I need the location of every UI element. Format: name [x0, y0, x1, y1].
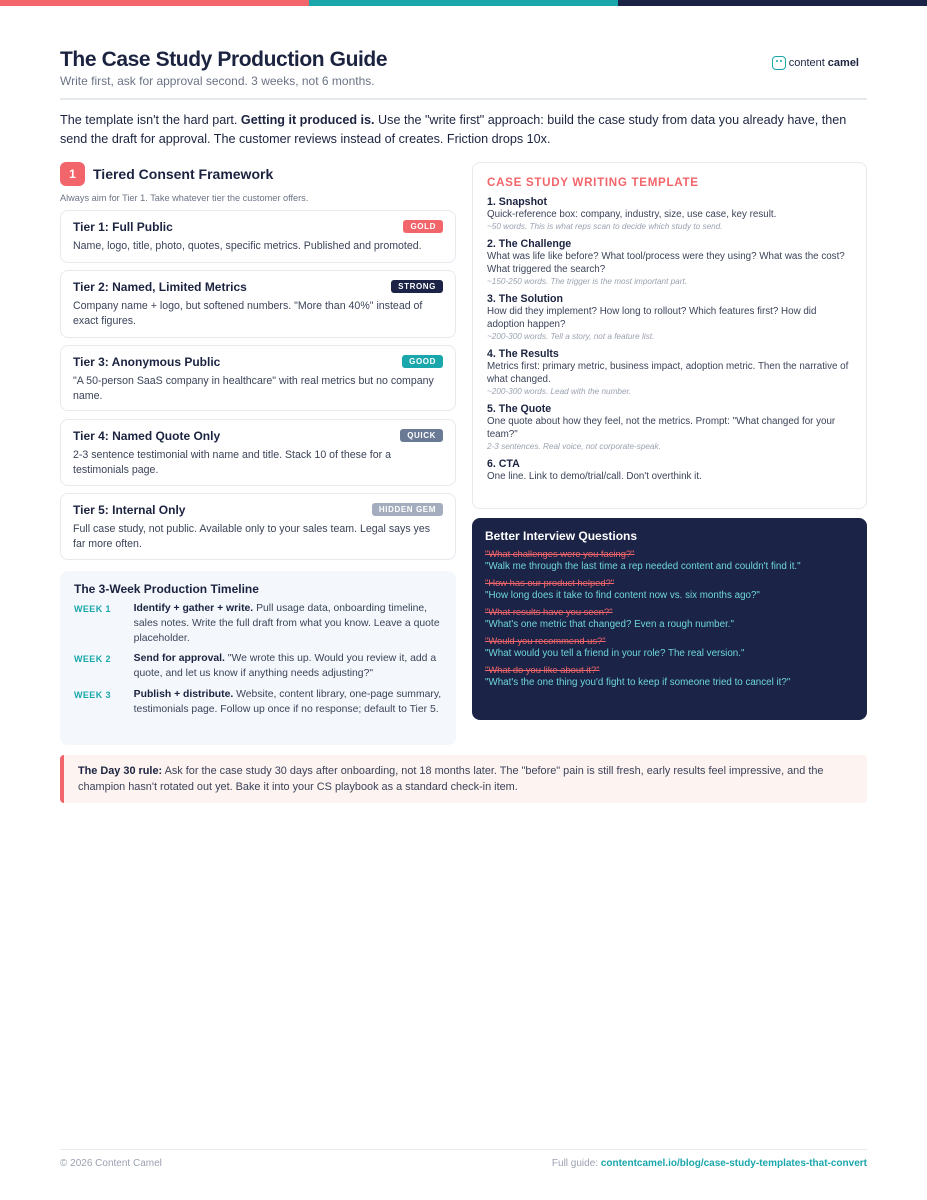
weak-question: "How has our product helped?" [485, 577, 615, 588]
tier-badge: HIDDEN GEM [372, 503, 443, 516]
template-item [487, 196, 852, 231]
callout-label: The Day 30 rule: [78, 765, 163, 777]
interview-questions-card [472, 518, 867, 720]
tier-card-5 [60, 493, 456, 560]
template-item-title: 6. CTA [487, 458, 520, 470]
guide-link[interactable]: contentcamel.io/blog/case-study-templates-that-convert [600, 1158, 867, 1169]
tier-description: Company name + logo, but softened numbers. "More than 40%" instead of exact figures. [73, 300, 423, 327]
question-pair [485, 548, 854, 572]
writing-template-card [472, 162, 867, 509]
tier-description: 2-3 sentence testimonial with name and title. Stack 10 of these for a testimonials page. [73, 449, 391, 476]
week-label: WEEK 1 [74, 604, 111, 614]
tier-card-3 [60, 345, 456, 411]
template-item-desc: What was life like before? What tool/process were they using? What was the cost? What triggered the search? [487, 251, 845, 275]
tier-name: Tier 1: Full Public [73, 220, 173, 234]
weak-question: "What results have you seen?" [485, 606, 613, 617]
template-item-desc: Metrics first: primary metric, business impact, adoption metric. Then the narrative of what changed. [487, 361, 849, 385]
week-step: Publish + distribute. [133, 688, 234, 700]
intro-lead: The template isn't the hard part. [60, 113, 241, 127]
tier-badge: GOOD [402, 355, 443, 368]
question-pair [485, 606, 854, 630]
consent-section-heading [60, 162, 273, 186]
tier-badge: STRONG [391, 280, 443, 293]
template-item-desc: One quote about how they feel, not the metrics. Prompt: "What changed for your team?" [487, 416, 836, 440]
copyright: © 2026 Content Camel [60, 1158, 162, 1169]
brand-logo [772, 56, 859, 70]
weak-question: "What challenges were you facing?" [485, 548, 635, 559]
tier-description: Full case study, not public. Available only to your sales team. Legal says yes far more often. [73, 523, 431, 550]
tier-description: "A 50-person SaaS company in healthcare" with real metrics but no company name. [73, 375, 434, 402]
question-pair [485, 577, 854, 601]
intro-rest: Use the "write first" approach: build the case study from data you already have, then send the draft for approval. The customer reviews instead of creates. Friction drops 10x. [60, 113, 847, 146]
better-question: "How long does it take to find content now vs. six months ago?" [485, 590, 760, 601]
template-item-note: ~150-250 words. The trigger is the most important part. [487, 277, 688, 286]
timeline-row [74, 652, 442, 682]
template-item-note: 2-3 sentences. Real voice, not corporate-speak. [487, 442, 661, 451]
page-subtitle: Write first, ask for approval second. 3 weeks, not 6 months. [60, 74, 375, 88]
week-detail: "We wrote this up. Would you review it, add a quote, and let us know if anything needs adjusting?" [133, 653, 437, 680]
tier-name: Tier 3: Anonymous Public [73, 355, 221, 369]
week-detail: Website, content library, one-page summary, testimonials page. Follow up once if no response; default to Tier 5. [133, 688, 442, 715]
section-number-badge: 1 [60, 162, 85, 186]
week-step: Identify + gather + write. [133, 603, 254, 614]
template-item [487, 293, 852, 341]
day-30-rule-callout [60, 755, 867, 803]
week-label: WEEK 3 [74, 689, 111, 700]
template-item-note: ~50 words. This is what reps scan to decide which study to send. [487, 222, 723, 231]
callout-text: Ask for the case study 30 days after onboarding, not 18 months later. The "before" pain is still fresh, early results feel impressive, and the champion hasn't rotated out yet. Bake it into your CS playbook as a standard check-in item. [78, 765, 824, 793]
weak-question: "What do you like about it?" [485, 664, 600, 675]
tier-badge: QUICK [400, 429, 443, 442]
logo-word-content: content [788, 57, 825, 69]
tier-card-1 [60, 210, 456, 263]
template-item [487, 458, 852, 483]
accent-navy [618, 0, 927, 6]
tier-card-4 [60, 419, 456, 486]
week-text [134, 602, 442, 646]
week-step: Send for approval. [133, 653, 225, 665]
production-timeline [60, 571, 456, 745]
page-header [60, 48, 867, 100]
guide-label: Full guide: [551, 1158, 601, 1169]
intro-paragraph [60, 111, 860, 149]
template-item [487, 348, 852, 396]
page-title: The Case Study Production Guide [60, 48, 388, 71]
timeline-row [74, 688, 442, 718]
section-title: Tiered Consent Framework [93, 166, 274, 182]
timeline-row [74, 602, 442, 646]
week-label: WEEK 2 [74, 654, 111, 665]
full-guide [552, 1158, 867, 1169]
better-question: "Walk me through the last time a rep needed content and couldn't find it." [485, 561, 801, 572]
logo-word-camel: camel [827, 57, 859, 69]
tier-name: Tier 4: Named Quote Only [73, 429, 221, 443]
better-question: "What would you tell a friend in your role? The real version." [485, 648, 745, 659]
question-pair [485, 664, 854, 688]
week-text [134, 688, 442, 718]
page-footer [60, 1149, 867, 1169]
tier-name: Tier 2: Named, Limited Metrics [73, 280, 247, 294]
template-item-title: 4. The Results [487, 348, 559, 360]
top-accent-bar [0, 0, 927, 6]
section-subtitle: Always aim for Tier 1. Take whatever tier the customer offers. [60, 193, 309, 203]
template-item-desc: How did they implement? How long to rollout? Which features first? How did adoption happen? [487, 306, 817, 330]
template-heading: CASE STUDY WRITING TEMPLATE [487, 176, 699, 189]
accent-coral [0, 0, 309, 6]
weak-question: "Would you recommend us?" [485, 635, 606, 646]
intro-bold: Getting it produced is. [240, 113, 375, 127]
template-item [487, 238, 852, 286]
week-detail: Pull usage data, onboarding timeline, sales notes. Write the full draft from what you know. Leave a quote placeholder. [133, 603, 440, 644]
tier-name: Tier 5: Internal Only [73, 503, 186, 517]
accent-teal [309, 0, 618, 6]
timeline-title: The 3-Week Production Timeline [74, 582, 259, 596]
tier-card-2 [60, 270, 456, 338]
tier-badge: GOLD [403, 220, 443, 233]
template-item-title: 3. The Solution [487, 293, 563, 305]
better-question: "What's one metric that changed? Even a rough number." [485, 619, 734, 630]
template-item-title: 1. Snapshot [487, 196, 548, 208]
week-text [134, 652, 442, 682]
questions-title: Better Interview Questions [485, 529, 638, 543]
template-item-desc: One line. Link to demo/trial/call. Don't overthink it. [487, 471, 702, 482]
template-item-title: 2. The Challenge [487, 238, 572, 250]
tier-description: Name, logo, title, photo, quotes, specific metrics. Published and promoted. [73, 240, 422, 252]
template-item-note: ~200-300 words. Lead with the number. [487, 387, 632, 396]
template-item [487, 403, 852, 451]
better-question: "What's the one thing you'd fight to keep if someone tried to cancel it?" [485, 677, 791, 688]
template-item-note: ~200-300 words. Tell a story, not a feature list. [487, 332, 655, 341]
question-pair [485, 635, 854, 659]
template-item-desc: Quick-reference box: company, industry, size, use case, key result. [487, 209, 777, 220]
template-item-title: 5. The Quote [487, 403, 552, 415]
camel-logo-icon [772, 56, 786, 70]
